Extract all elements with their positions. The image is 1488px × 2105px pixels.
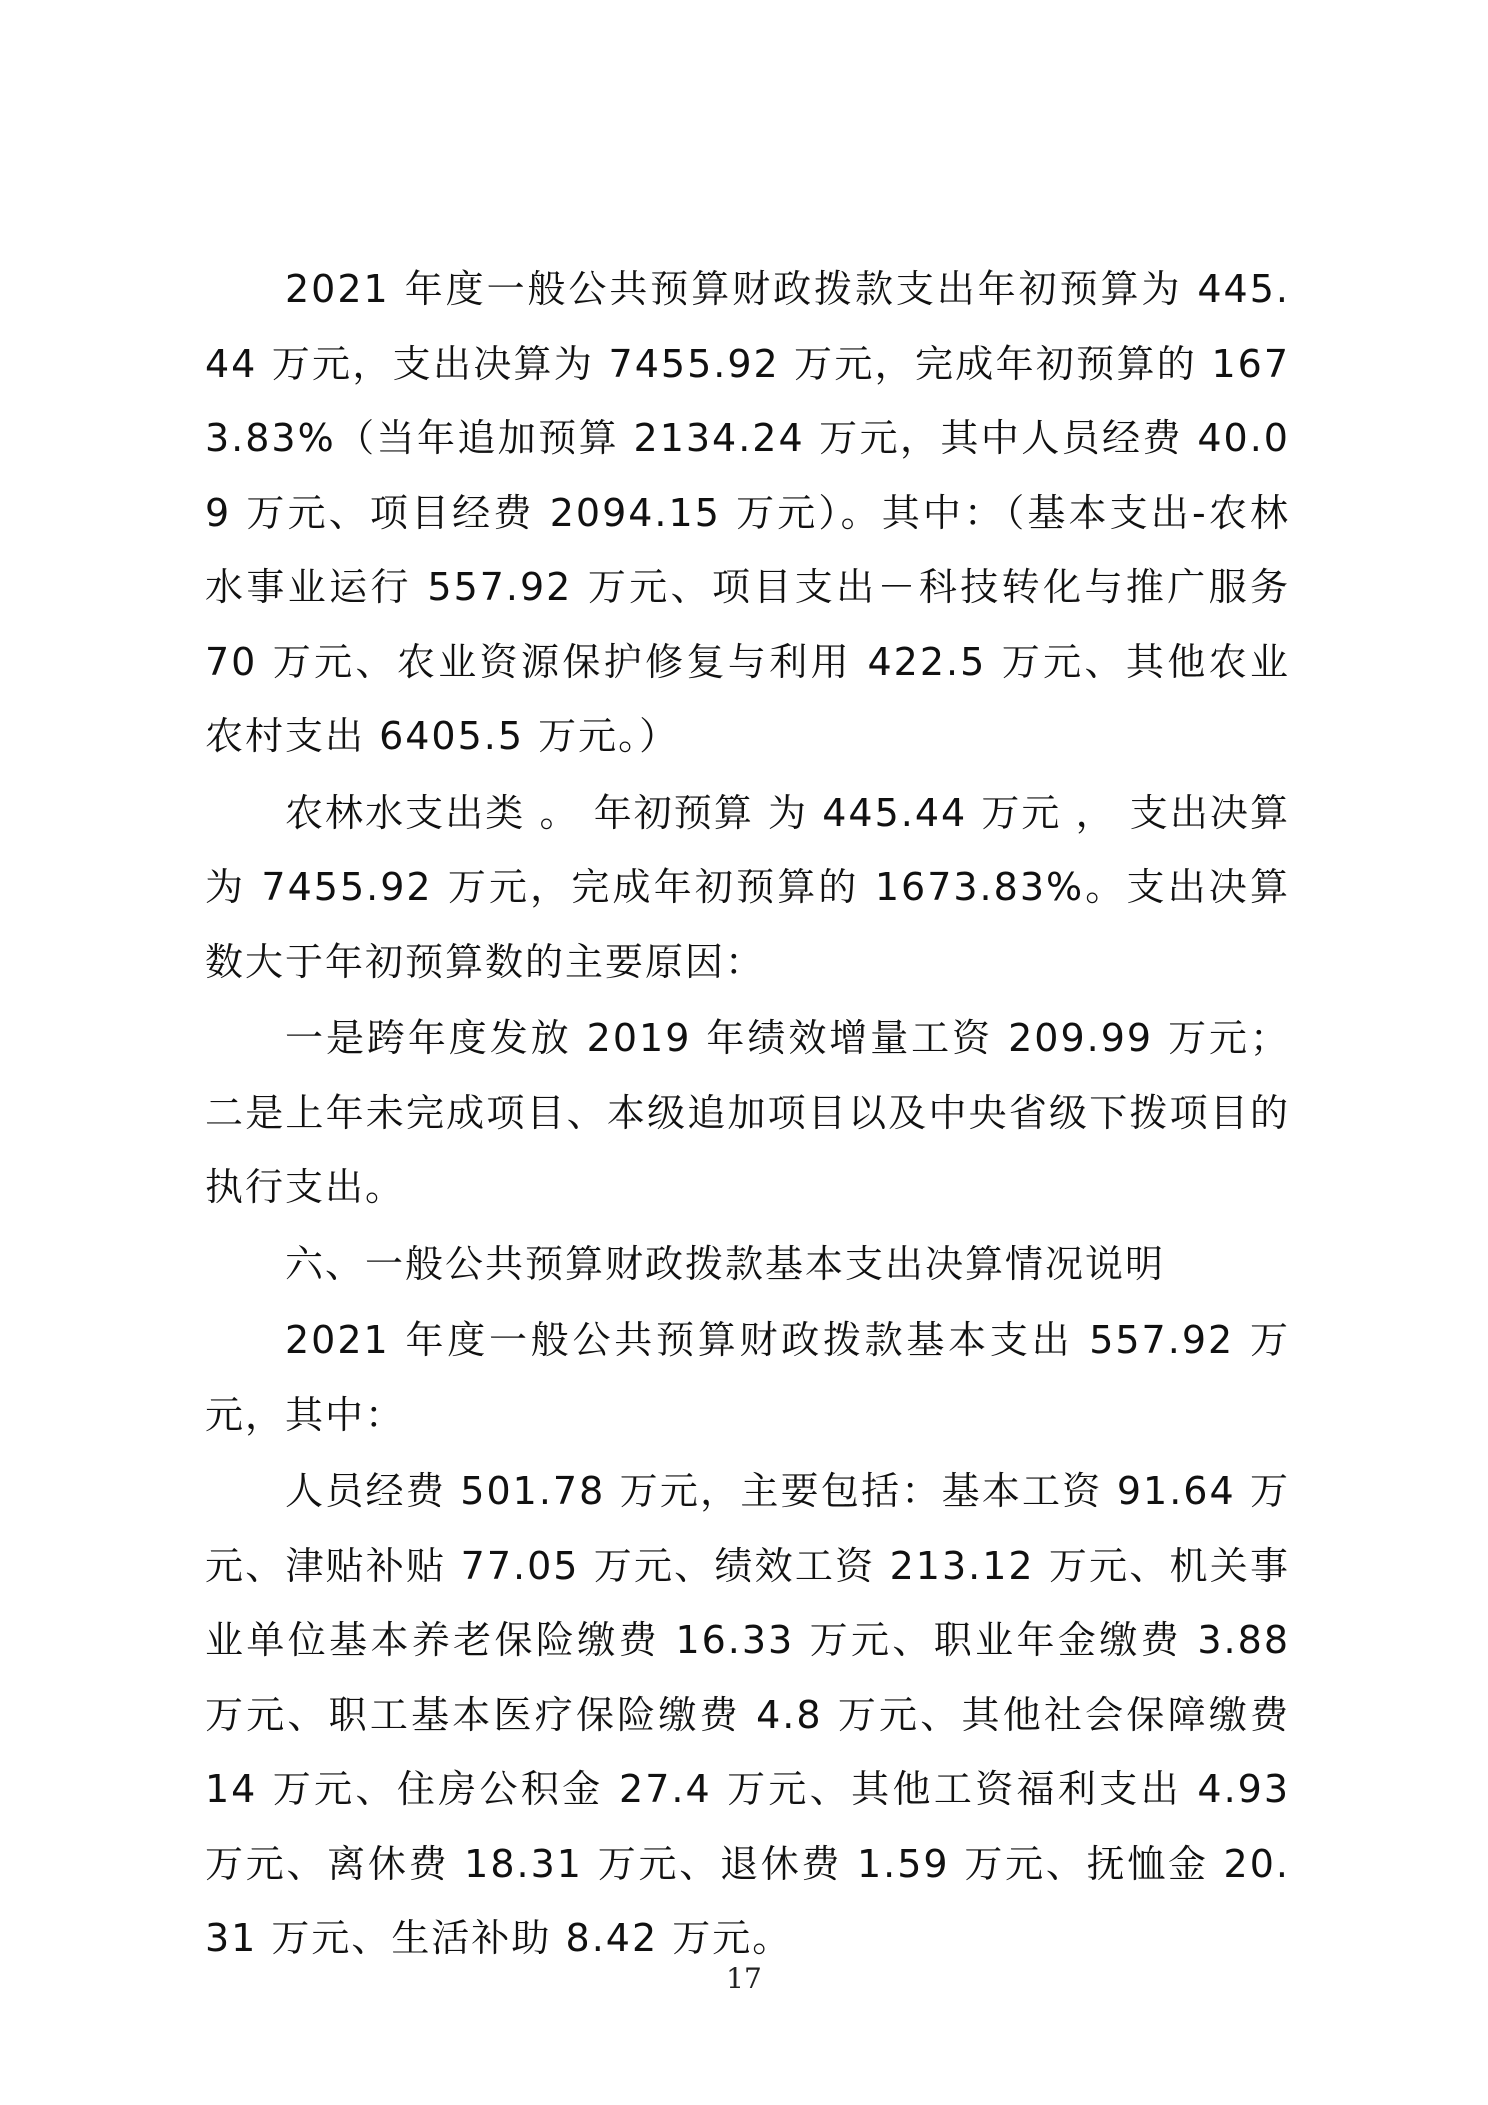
- paragraph-agriculture-expenditure: 农林水支出类 。 年初预算 为 445.44 万元 ， 支出决算 为 7455.92 万元，完成年初预算的 1673.83%。支出决算数大于年初预算数的主要原因：: [205, 790, 1290, 984]
- document-body: [205, 252, 1290, 1978]
- paragraph-personnel-costs: 人员经费 501.78 万元，主要包括：基本工资 91.64 万元、津贴补贴 77.05 万元、绩效工资 213.12 万元、机关事业单位基本养老保险缴费 16.33 万元、职业年金缴费 3.88 万元、职工基本医疗保险缴费 4.8 万元、其他社会保障缴费 14 万元、住房公积金 27.4 万元、其他工资福利支出 4.93 万元、离休费 18.31 万元、退休费 1.59 万元、抚恤金 20.31 万元、生活补助 8.42 万元。: [205, 1469, 1291, 1960]
- paragraph-budget-summary: 2021 年度一般公共预算财政拨款支出年初预算为 445.44 万元，支出决算为 7455.92 万元，完成年初预算的 1673.83%（当年追加预算 2134.24 万元，其中人员经费 40.09 万元、项目经费 2094.15 万元）。其中：（基本支出-农林水事业运行 557.92 万元、项目支出－科技转化与推广服务 70 万元、农业资源保护修复与利用 422.5 万元、其他农业农村支出 6405.5 万元。）: [205, 267, 1290, 758]
- paragraph-basic-expenditure-total: 2021 年度一般公共预算财政拨款基本支出 557.92 万元，其中：: [205, 1318, 1290, 1437]
- page-number: 17: [726, 1962, 762, 1995]
- paragraph-reasons: 一是跨年度发放 2019 年绩效增量工资 209.99 万元；二是上年未完成项目、本级追加项目以及中央省级下拨项目的执行支出。: [205, 1016, 1290, 1209]
- section-heading-basic-expenditure: 六、一般公共预算财政拨款基本支出决算情况说明: [285, 1241, 1166, 1286]
